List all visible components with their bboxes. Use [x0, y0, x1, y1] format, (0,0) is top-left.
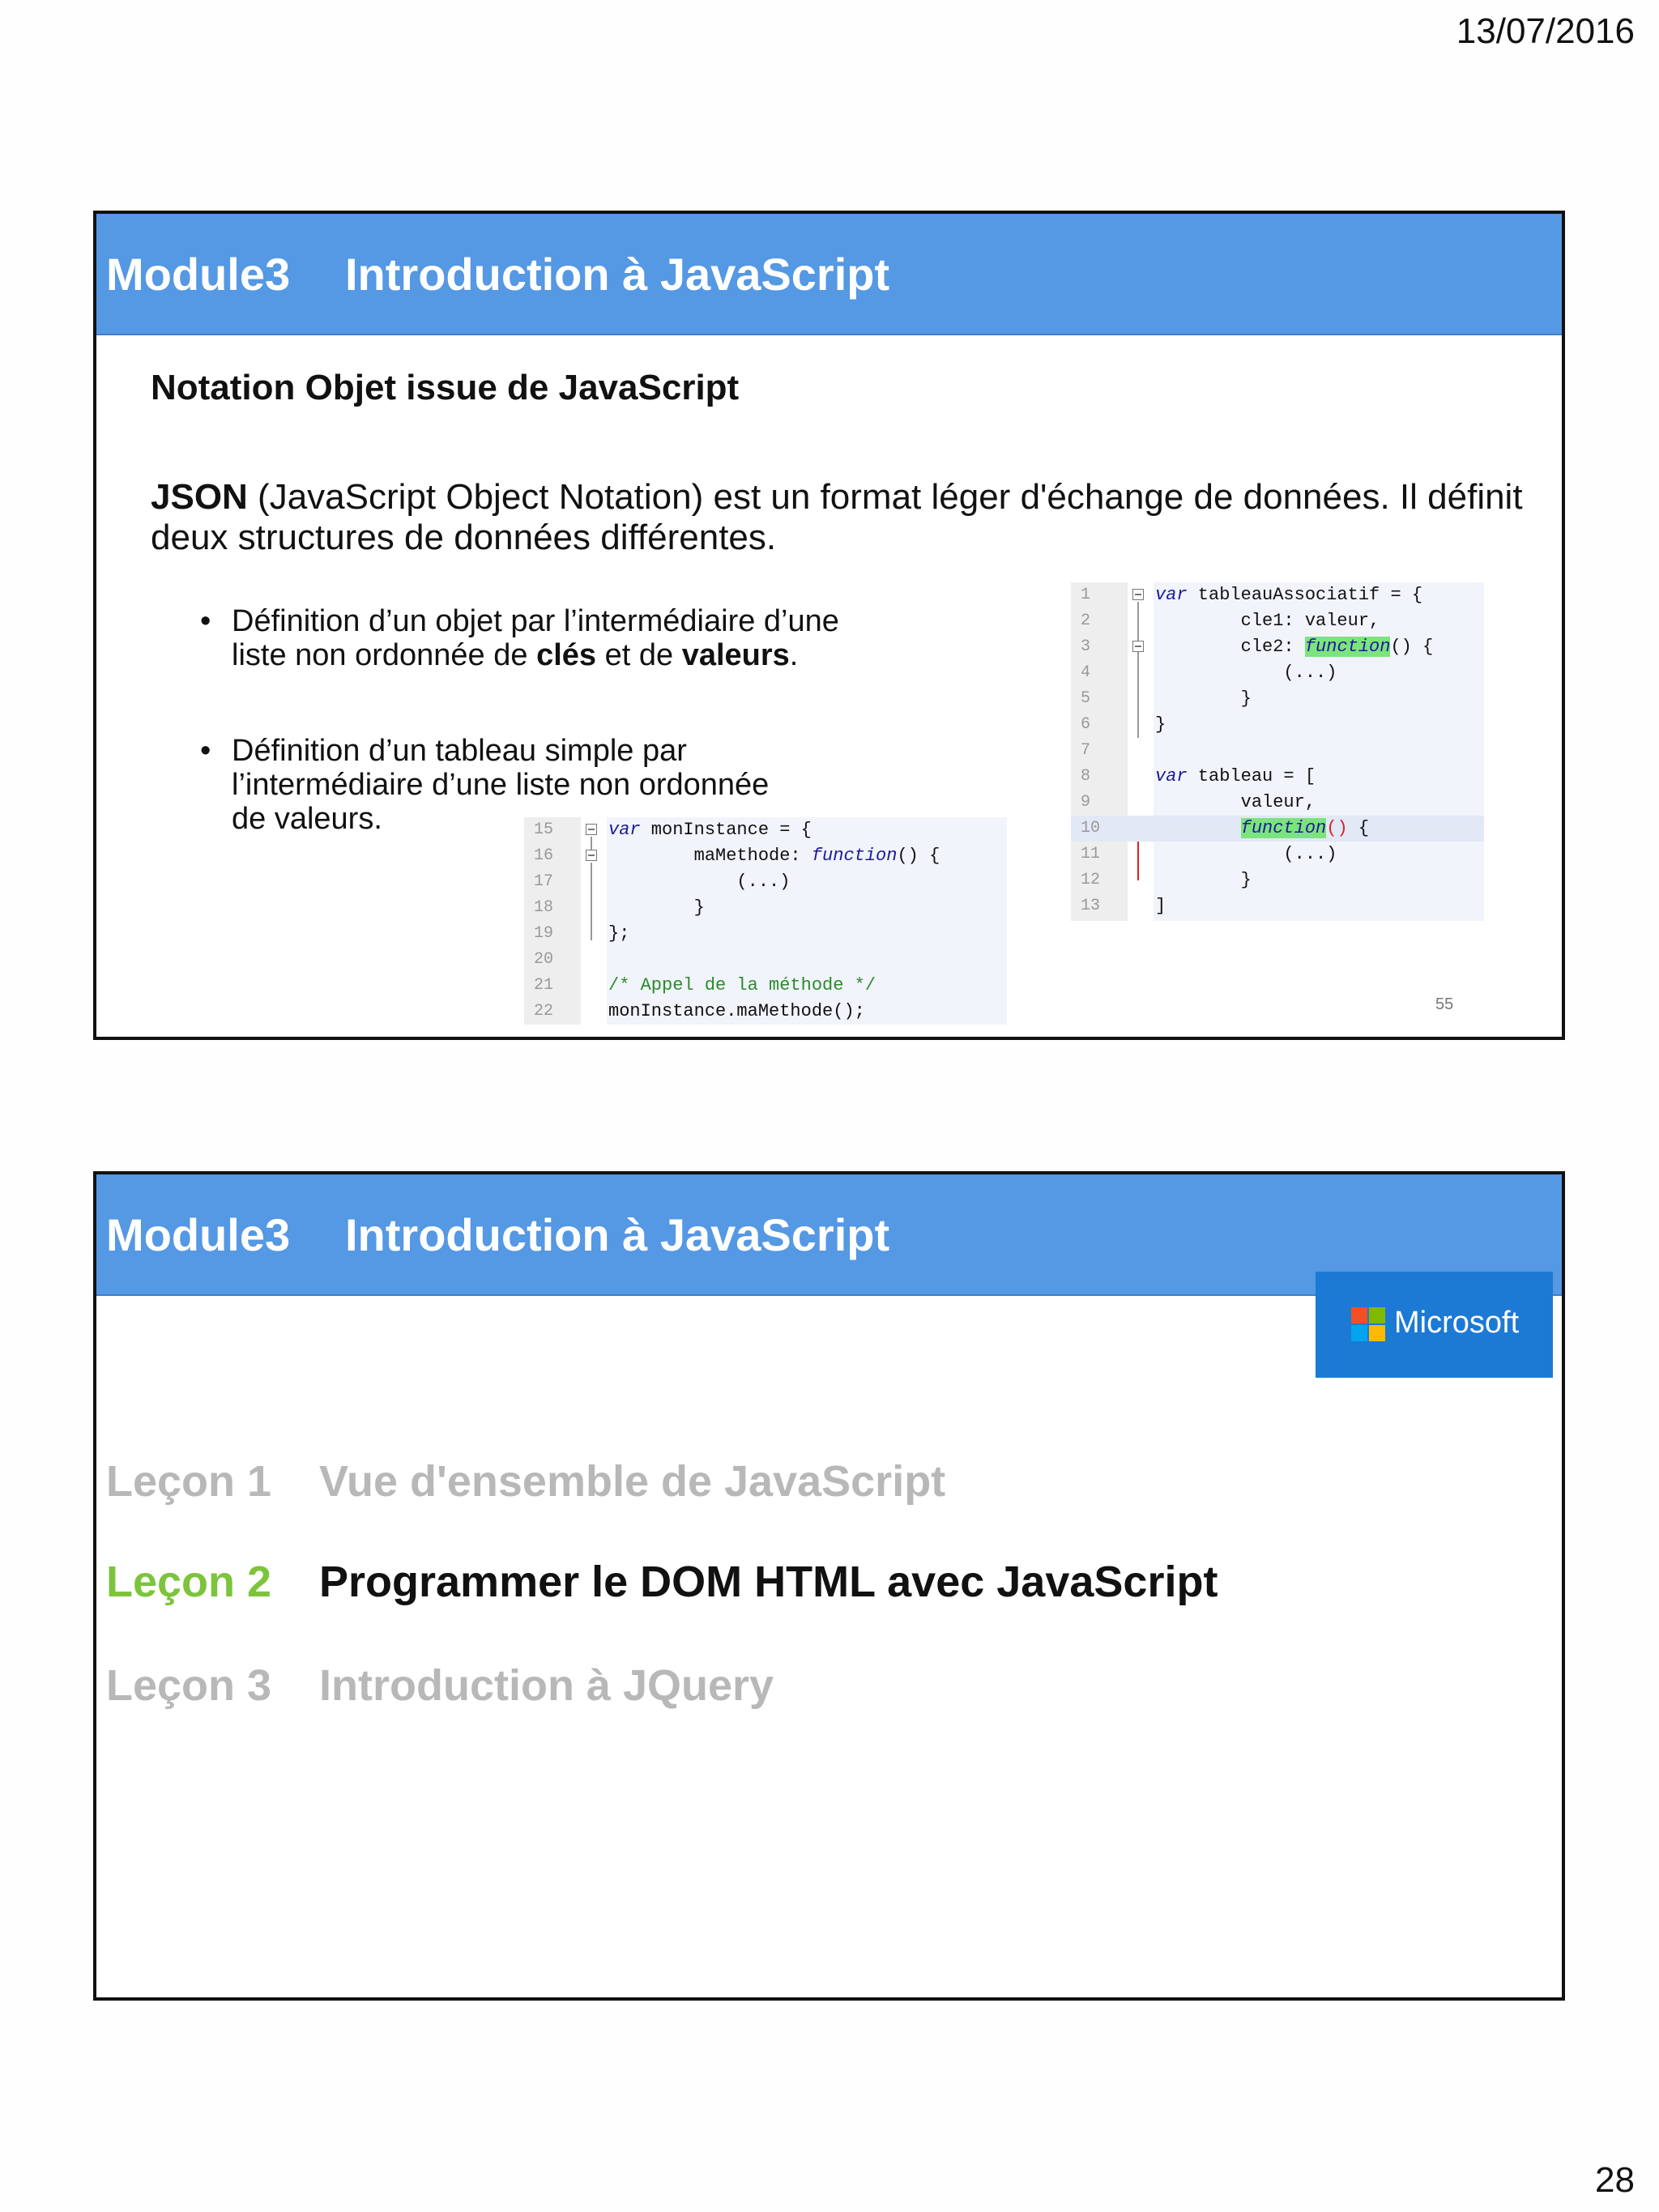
fold-gutter	[581, 817, 607, 1025]
json-term: JSON	[151, 477, 248, 517]
module-label: Module3	[106, 1209, 291, 1260]
fold-icon	[1132, 589, 1144, 600]
intro-text: (JavaScript Object Notation) est un format léger d'échange de données. Il définit deux structures de données différentes.	[151, 477, 1523, 557]
microsoft-wordmark: Microsoft	[1394, 1306, 1520, 1340]
module-label: Module3	[106, 249, 291, 300]
slide-number: 55	[1435, 995, 1454, 1013]
microsoft-logo	[1316, 1272, 1553, 1378]
lesson-label: Leçon 2	[106, 1558, 272, 1606]
keys-term: clés	[536, 638, 597, 672]
bullet-dot: •	[200, 734, 211, 768]
slide-subtitle: Notation Objet issue de JavaScript	[151, 368, 740, 407]
lesson-name: Introduction à JQuery	[319, 1661, 774, 1710]
slide-header	[96, 214, 1562, 335]
slide-lessons	[93, 1171, 1565, 2001]
windows-logo-icon	[1351, 1307, 1385, 1341]
intro-paragraph	[151, 477, 1528, 558]
bullet-text: Définition d’un tableau simple par l’intermédiaire d’une liste non ordonnée de valeurs.	[232, 734, 770, 836]
lesson-label: Leçon 3	[106, 1661, 272, 1710]
slide-title: Introduction à JavaScript	[345, 1209, 890, 1260]
lesson-label: Leçon 1	[106, 1457, 272, 1506]
bullet-text: Définition d’un objet par l’intermédiaire d’une liste non ordonnée de clés et de valeurs.	[232, 604, 839, 672]
slide-title: Introduction à JavaScript	[345, 249, 890, 300]
code-sample-method: 15 var monInstance = { 16 maMethode: function() { 17 (...) 18 } 19 }; 20 21 /* Appel de la méthode */ 22 monInstance.maMethode();	[524, 817, 1007, 1025]
bullet-dot: •	[200, 604, 211, 638]
fold-icon	[586, 850, 597, 861]
page-date: 13/07/2016	[1456, 11, 1635, 51]
lesson-name: Vue d'ensemble de JavaScript	[319, 1457, 946, 1506]
fold-icon	[1132, 641, 1144, 652]
fold-icon	[586, 824, 597, 835]
lesson-name: Programmer le DOM HTML avec JavaScript	[319, 1558, 1218, 1606]
values-term: valeurs	[681, 638, 790, 672]
fold-gutter	[1128, 582, 1154, 921]
code-sample-object-array: 1 var tableauAssociatif = { 2 cle1: valeur, 3 cle2: function() { 4 (...) 5 } 6 } 7 8 var tableau = [ 9 valeur, 10 function() { 11 (...) 12 } 13 ]	[1071, 582, 1484, 921]
slide-json	[93, 211, 1565, 1040]
page-number: 28	[1595, 2160, 1635, 2200]
